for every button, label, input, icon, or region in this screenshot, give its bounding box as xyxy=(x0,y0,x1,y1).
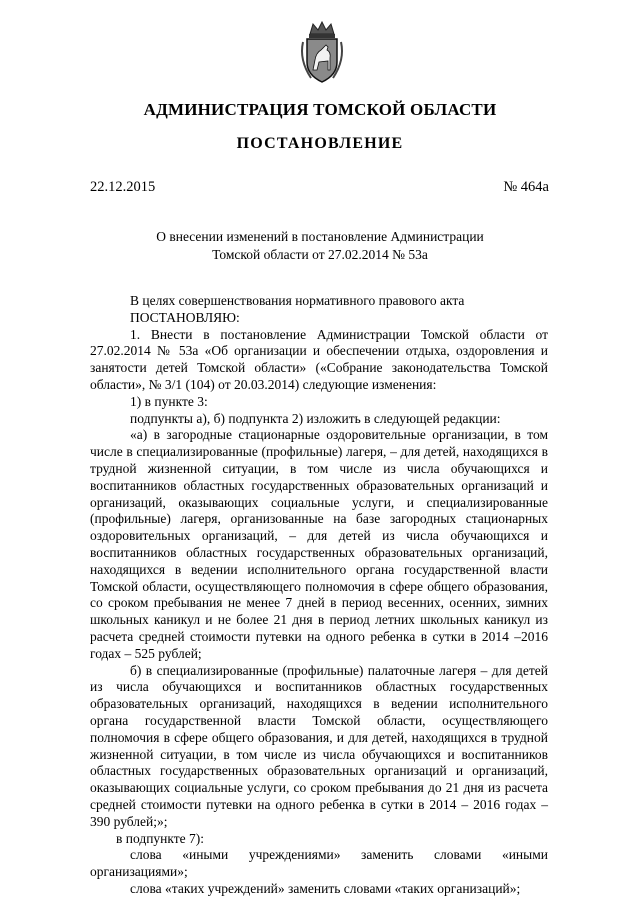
coat-of-arms-icon xyxy=(297,20,347,84)
document-date: 22.12.2015 xyxy=(90,179,156,195)
subpoint-7-line-2: слова «таких учреждений» заменить словами «таких организаций»; xyxy=(130,880,521,896)
subpoint-b-paragraph: б) в специализированные (профильные) палаточные лагеря – для детей из числа обучающихся и воспитанников областных государственных образовательных организаций, находящихся в ведении исполнительного органа государственной власти Томской области, осуществляющего полномочия в сфере общего образования, и для детей, находящихся в трудной жизненной ситуации, в том числе из числа обучающихся и воспитанников областных государственных образовательных организаций и организаций, оказывающих социальные услуги, со сроком пребывания до 21 дня из расчета средней стоимости путевки на одного ребенка в сутки в 2014 – 2016 годах – 390 рублей;»; xyxy=(90,662,548,829)
item-1-paragraph: 1. Внести в постановление Администрации Томской области от 27.02.2014 № 53а «Об организации и обеспечении отдыха, оздоровления и занятости детей Томской области» («Собрание законодательства Томской области», № 3/1 (104) от 20.03.2014) следующие изменения: xyxy=(90,326,548,392)
document-type-title: ПОСТАНОВЛЕНИЕ xyxy=(236,135,404,152)
item-1-1-paragraph: 1) в пункте 3: xyxy=(130,393,208,409)
subject-line-1: О внесении изменений в постановление Администрации xyxy=(156,229,484,244)
subject-line-2: Томской области от 27.02.2014 № 53а xyxy=(212,247,428,262)
resolve-paragraph: ПОСТАНОВЛЯЮ: xyxy=(130,309,240,325)
preamble-paragraph: В целях совершенствования нормативного правового акта xyxy=(130,293,465,308)
organization-title: АДМИНИСТРАЦИЯ ТОМСКОЙ ОБЛАСТИ xyxy=(143,100,497,119)
document-number: № 464а xyxy=(503,179,549,195)
document-subject xyxy=(150,228,490,264)
subpoint-a-paragraph: «а) в загородные стационарные оздоровительные организации, в том числе в специализированные (профильные) лагеря, – для детей, находящихся в трудной жизненной ситуации, в том числе из числа обучающихся и воспитанников областных государственных образовательных организаций и организаций, оказывающих социальные услуги, и специализированные (профильные) лагеря, организованные на базе загородных стационарных оздоровительных организаций, – для детей из числа обучающихся и воспитанников областных государственных образовательных организаций, находящихся в ведении исполнительного органа государственной власти Томской области, осуществляющего полномочия в сфере общего образования, со сроком пребывания не менее 7 дней в период весенних, осенних, зимних школьных каникул и не более 21 дня в период летних школьных каникул из расчета средней стоимости путевки на одного ребенка в сутки в 2014 –2016 годах – 525 рублей; xyxy=(90,427,548,661)
subpoint-7-line-1: слова «иными учреждениями» заменить словами «иными организациями»; xyxy=(90,847,548,880)
subpoint-7-intro-paragraph: в подпункте 7): xyxy=(116,830,205,846)
subpoints-intro-paragraph: подпункты а), б) подпункта 2) изложить в следующей редакции: xyxy=(130,410,501,426)
document-body xyxy=(90,293,548,898)
